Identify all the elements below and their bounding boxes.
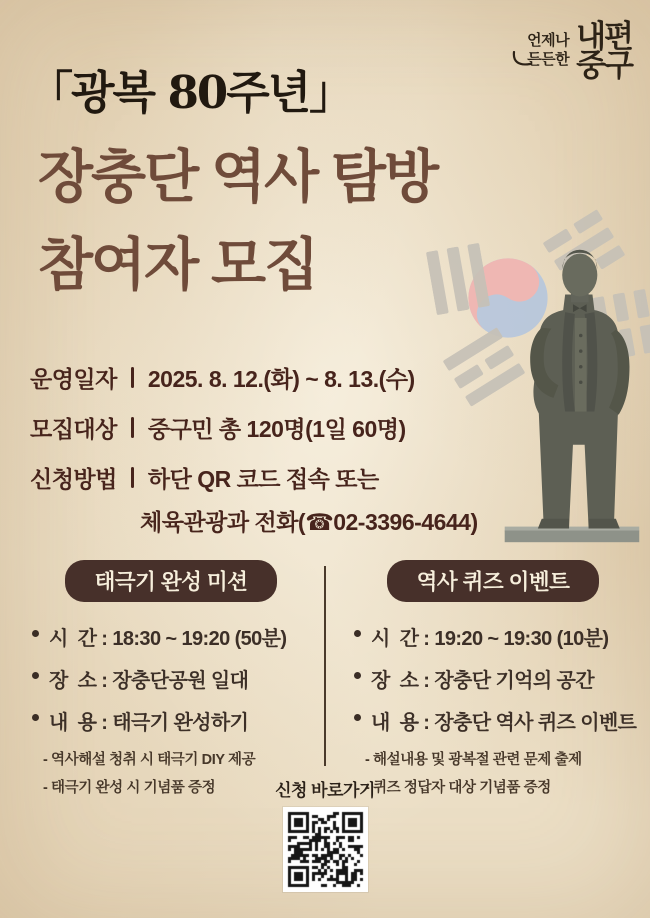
event-item-list bbox=[352, 622, 637, 735]
bullet-icon bbox=[354, 630, 361, 637]
event-history-quiz bbox=[352, 560, 637, 804]
statue-illustration bbox=[492, 238, 650, 550]
divider bbox=[131, 467, 134, 488]
info-row-target bbox=[30, 402, 478, 452]
bullet-icon bbox=[354, 714, 361, 721]
event-item-list bbox=[30, 622, 312, 735]
info-row-apply bbox=[30, 452, 478, 502]
note-text: - 역사해설 청취 시 태극기 DIY 제공 bbox=[43, 752, 256, 768]
list-item bbox=[352, 622, 634, 651]
list-item bbox=[30, 706, 312, 735]
info-value: 2025. 8. 12.(화) ~ 8. 13.(수) bbox=[147, 365, 415, 392]
kicker-anniversary: 「광복 80주년」 bbox=[28, 66, 353, 119]
list-item bbox=[30, 664, 312, 693]
bullet-icon bbox=[354, 672, 361, 679]
note-text: - 퀴즈 정답자 대상 기념품 증정 bbox=[365, 780, 551, 796]
divider bbox=[131, 417, 134, 438]
info-section bbox=[30, 352, 478, 537]
logo-tagline-line1: 언제나 bbox=[527, 32, 570, 49]
logo-tagline bbox=[527, 32, 569, 70]
logo-brand-line1: 내편 bbox=[576, 19, 632, 54]
junggu-logo bbox=[527, 19, 632, 84]
qr-label: 신청 바로가기 bbox=[275, 781, 375, 800]
bullet-icon bbox=[32, 714, 39, 721]
event-title-badge: 역사 퀴즈 이벤트 bbox=[387, 560, 600, 602]
bullet-icon bbox=[32, 672, 39, 679]
info-label: 모집대상 bbox=[30, 415, 117, 442]
list-item bbox=[30, 622, 312, 651]
event-item-text: 시 간 : 19:20 ~ 19:30 (10분) bbox=[371, 628, 609, 650]
event-title-badge: 태극기 완성 미션 bbox=[65, 560, 278, 602]
info-row-dates bbox=[30, 352, 478, 402]
logo-brand-line2: 중구 bbox=[576, 48, 632, 84]
qr-code bbox=[283, 807, 368, 892]
info-value: 하단 QR 코드 접속 또는 bbox=[147, 465, 379, 492]
page-title bbox=[38, 134, 437, 310]
logo-brand bbox=[576, 19, 632, 84]
title-line1: 장충단 역사 탐방 bbox=[38, 145, 438, 209]
info-label: 신청방법 bbox=[30, 465, 117, 492]
note-text: - 태극기 완성 시 기념품 증정 bbox=[43, 780, 216, 796]
qr-code-canvas bbox=[283, 807, 368, 892]
list-item bbox=[352, 706, 637, 735]
note-text: - 해설내용 및 광복절 관련 문제 출제 bbox=[365, 752, 582, 768]
info-label: 운영일자 bbox=[30, 365, 117, 392]
divider bbox=[131, 367, 134, 388]
event-flag-mission bbox=[30, 560, 312, 804]
list-item bbox=[352, 664, 634, 693]
title-line2: 참여자 모집 bbox=[38, 232, 318, 297]
event-item-text: 내 용 : 장충단 역사 퀴즈 이벤트 bbox=[371, 712, 637, 734]
event-item-text: 장 소 : 장충단 기억의 공간 bbox=[371, 670, 594, 692]
info-value: 중구민 총 120명(1일 60명) bbox=[147, 415, 406, 442]
bullet-icon bbox=[32, 630, 39, 637]
swoosh-icon bbox=[511, 51, 531, 69]
apply-footer bbox=[0, 776, 650, 892]
event-item-text: 시 간 : 18:30 ~ 19:20 (50분) bbox=[49, 628, 287, 650]
logo-tagline-line2: 든든한 bbox=[527, 50, 570, 68]
column-divider bbox=[324, 566, 326, 766]
event-item-text: 장 소 : 장충단공원 일대 bbox=[49, 670, 249, 692]
event-item-text: 내 용 : 태극기 완성하기 bbox=[49, 712, 249, 734]
info-phone: 체육관광과 전화(☎02-3396-4644) bbox=[140, 509, 478, 535]
